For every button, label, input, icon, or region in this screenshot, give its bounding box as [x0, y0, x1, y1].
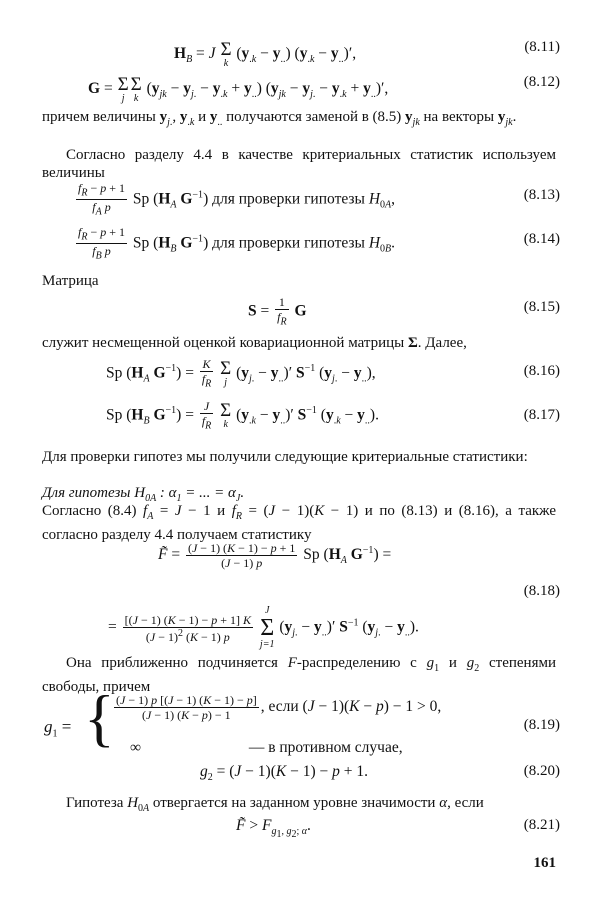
equation-formula: Sp ($H_A$ $G^{-1}$) = $\frac{K}{f_R}$ Σ j $(y_{j.} - y_{..})'$ $S^{-1}$ $(y_{j.} - y_{..})$,: [106, 357, 376, 390]
equation-number: (8.17): [523, 407, 560, 423]
paragraph-vectors: причем величины $y_{j.}$, $y_{.k}$ и $y_{..}$ получаются заменой в (8.5) $y_{jk}$ на векторы $y_{jk}$.: [42, 109, 517, 128]
equation-number: (8.12): [523, 74, 560, 90]
paragraph-criteria-obtained: Для проверки гипотез мы получили следующие критериальные статистики:: [42, 449, 528, 465]
equation-lhs: $g_1$ =: [44, 717, 72, 740]
brace-symbol: {: [84, 682, 115, 753]
equation-number: (8.16): [523, 363, 560, 379]
equation-formula: $\frac{f_R - p + 1}{f_A p}$ Sp ($H_A$ $G^{-1}$) для проверки гипотезы $H_{0A}$,: [78, 181, 396, 218]
paragraph-hypothesis-h0a: Для гипотезы $H_{0A}$ : $\alpha_1$ = ... = $\alpha_J$.: [42, 485, 245, 504]
equation-formula: = $\frac{[(J - 1) (K - 1) - p + 1] K}{(J - 1)^2 (K - 1) p}$ J Σ j=1 $(y_{j.} - y_{..})'$ $S^{-1}$ $(y_{j.} - y_{..})$.: [108, 605, 419, 650]
paragraph-unbiased-estimate: служит несмещенной оценкой ковариационной матрицы Σ. Далее,: [42, 335, 467, 351]
paragraph-degrees: Согласно (8.4) $f_A = J - 1$ и $f_R = (J - 1)(K - 1)$ и по (8.13) и (8.16), а также согласно разделу 4.4 получаем статистику: [42, 503, 556, 543]
equation-number: (8.13): [523, 187, 560, 203]
equation-number: (8.18): [523, 583, 560, 599]
paragraph-f-distribution: Она приближенно подчиняется F-распределению с $g_1$ и $g_2$ степенями свободы, причем: [42, 655, 556, 695]
equation-formula: F̃ > $F_{g_1, g_2; \alpha}$.: [236, 817, 311, 841]
equation-number: (8.20): [523, 763, 560, 779]
equation-number: (8.19): [523, 717, 560, 733]
equation-case-2: ∞ — в противном случае,: [130, 739, 403, 756]
equation-formula: Sp ($H_B$ $G^{-1}$) = $\frac{J}{f_R}$ Σ k $(y_{.k} - y_{..})'$ $S^{-1}$ $(y_{.k} - y_{..})$.: [106, 399, 379, 432]
equation-formula: F̃ = $\frac{(J - 1) (K - 1) - p + 1}{(J - 1) p}$ Sp ($H_A$ $G^{-1}$) =: [158, 541, 392, 570]
equation-number: (8.11): [524, 39, 560, 55]
equation-formula: $H_B = J$ Σ k $(y_{.k} - y_{..}) (y_{.k} - y_{..})'$,: [174, 39, 357, 69]
paragraph-criteria-intro: Согласно разделу 4.4 в качестве критериальных статистик используем величины: [42, 147, 556, 181]
equation-formula: $g_2 = (J - 1)(K - 1) - p + 1$.: [200, 763, 368, 784]
page-number: 161: [533, 855, 556, 871]
equation-8-19: [40, 682, 560, 764]
equation-formula: G = Σ j Σ k $(y_{jk} - y_{j.} - y_{.k} + y_{..}) (y_{jk} - y_{j.} - y_{.k} + y_{..})'$,: [88, 74, 389, 104]
equation-formula: S = $\frac{1}{f_R}$ G: [248, 295, 307, 328]
equation-formula: $\frac{f_R - p + 1}{f_B p}$ Sp ($H_B$ $G^{-1}$) для проверки гипотезы $H_{0B}$.: [78, 225, 396, 262]
paragraph-matrix: Матрица: [42, 273, 99, 289]
paragraph-rejection: Гипотеза $H_{0A}$ отвергается на заданном уровне значимости α, если: [66, 795, 484, 814]
equation-case-1: $\frac{(J - 1) p [(J - 1) (K - 1) - p]}{(J - 1) (K - p) - 1}$ , если (J − 1)(K − p) − 1 > 0,: [116, 693, 442, 722]
equation-number: (8.14): [523, 231, 560, 247]
equation-number: (8.15): [523, 299, 560, 315]
equation-number: (8.21): [523, 817, 560, 833]
